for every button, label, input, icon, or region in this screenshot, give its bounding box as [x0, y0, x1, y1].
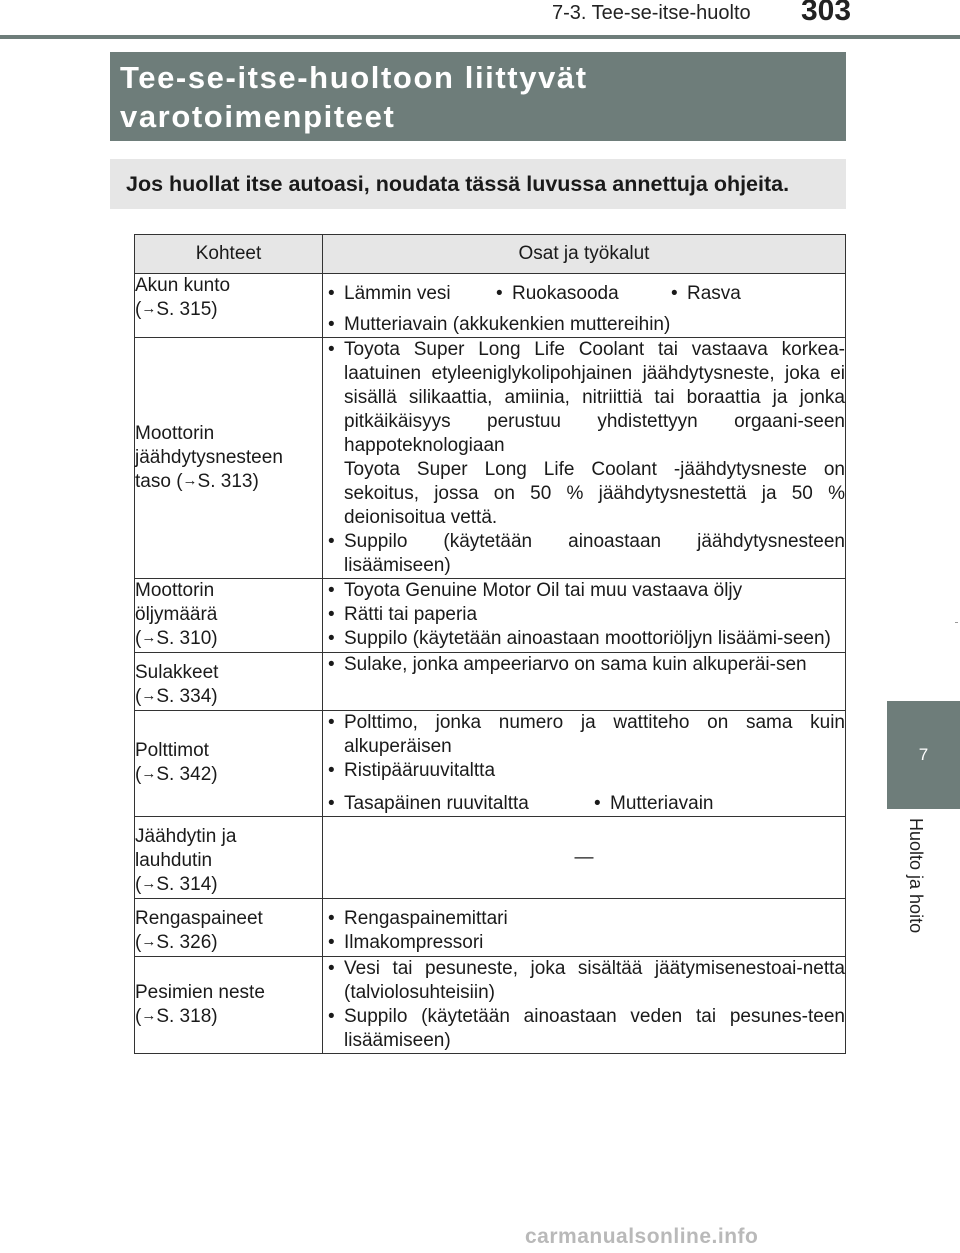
- list-item: • Suppilo (käytetään ainoastaan jäähdytysnesteen lisäämiseen): [323, 530, 845, 578]
- inline-tool-list: [323, 792, 845, 816]
- item-cell: [135, 957, 323, 1054]
- item-name: Moottorin öljymäärä: [135, 580, 218, 625]
- list-item: • Ilmakompressori: [323, 931, 845, 955]
- item-cell: [135, 338, 323, 579]
- list-item: • Toyota Super Long Life Coolant tai vastaava korkea-laatuinen etyleeniglykolipohjainen jäähdytysneste, joka ei sisällä silikaattia, amiinia, nitriittiä tai boraattia ja jonka pitkäikäisyys perustuu yhdistettyyn orgaani-seen happoteknologiaan: [323, 338, 845, 458]
- table-row: [135, 899, 846, 957]
- page-reference[interactable]: (→S. 315): [135, 299, 218, 320]
- arrow-icon: →: [141, 1006, 157, 1024]
- page-reference[interactable]: (→S. 310): [135, 628, 218, 649]
- list-item: • Lämmin vesi: [344, 283, 451, 304]
- list-item: • Mutteriavain (akkukenkien muttereihin): [323, 313, 845, 337]
- table-row: [135, 711, 846, 817]
- site-watermark: carmanualsonline.info: [525, 1225, 759, 1248]
- arrow-icon: →: [141, 875, 157, 892]
- margin-mark: [955, 622, 958, 623]
- item-name: Pesimien neste: [135, 981, 265, 1003]
- tools-cell-empty: [323, 817, 846, 899]
- tools-cell: [323, 338, 846, 579]
- list-item: • Polttimo, jonka numero ja wattiteho on sama kuin alkuperäisen: [323, 711, 845, 759]
- arrow-icon: →: [182, 471, 198, 489]
- item-name: Sulakkeet: [135, 662, 219, 683]
- table-row: [135, 957, 846, 1054]
- item-cell: [135, 711, 323, 817]
- item-cell: [135, 817, 323, 899]
- tools-cell: [323, 579, 846, 653]
- tools-cell: [323, 957, 846, 1054]
- table-row: [135, 817, 846, 899]
- list-item: • Mutteriavain: [589, 792, 714, 816]
- intro-text: Jos huollat itse autoasi, noudata tässä luvussa annettuja ohjeita.: [126, 172, 790, 196]
- column-header-tools: Osat ja työkalut: [323, 235, 846, 274]
- table-row: [135, 653, 846, 711]
- page-reference[interactable]: (→S. 318): [135, 1005, 218, 1027]
- page-reference[interactable]: (→S. 326): [135, 932, 218, 953]
- arrow-icon: →: [141, 629, 157, 646]
- item-name: Rengaspaineet: [135, 908, 263, 929]
- chapter-side-tab: [887, 701, 960, 809]
- page-reference[interactable]: Moottorin jäähdytysnesteen taso (→S. 313): [135, 422, 283, 492]
- arrow-icon: →: [141, 765, 157, 782]
- chapter-title-box: [110, 52, 846, 141]
- column-header-items: Kohteet: [135, 235, 323, 274]
- table-header-row: [135, 235, 846, 274]
- list-item: • Ruokasooda: [491, 282, 666, 306]
- page-number: 303: [801, 0, 852, 27]
- list-item: • Ristipääruuvitaltta: [323, 759, 845, 783]
- item-name: Jäähdytin ja lauhdutin: [135, 826, 237, 871]
- list-item: • Rengaspainemittari: [323, 907, 845, 931]
- table-row: [135, 338, 846, 579]
- tools-cell: [323, 653, 846, 711]
- list-item: • Toyota Genuine Motor Oil tai muu vastaava öljy: [323, 579, 845, 603]
- page-reference[interactable]: (→S. 314): [135, 874, 218, 895]
- list-item: • Suppilo (käytetään ainoastaan veden tai pesunes-teen lisäämiseen): [323, 1005, 845, 1053]
- item-name: Polttimot: [135, 740, 209, 761]
- arrow-icon: →: [141, 933, 157, 950]
- section-title: 7-3. Tee-se-itse-huolto: [552, 2, 751, 24]
- page-reference[interactable]: (→S. 342): [135, 764, 218, 785]
- item-cell: [135, 899, 323, 957]
- empty-dash: —: [574, 846, 594, 868]
- list-item: • Rätti tai paperia: [323, 603, 845, 627]
- item-name: Moottorin jäähdytysnesteen taso (: [135, 422, 283, 492]
- page-reference[interactable]: (→S. 334): [135, 686, 218, 707]
- table-row: [135, 274, 846, 338]
- tools-table: [134, 234, 846, 1054]
- tools-cell: [323, 274, 846, 338]
- list-item: • Sulake, jonka ampeeriarvo on sama kuin alkuperäi-sen: [323, 653, 845, 677]
- list-item: • Tasapäinen ruuvitaltta: [344, 793, 529, 814]
- chapter-title: Tee-se-itse-huoltoon liittyvät varotoimenpiteet: [120, 60, 588, 134]
- item-cell: [135, 653, 323, 711]
- item-cell: [135, 274, 323, 338]
- list-item: • Vesi tai pesuneste, joka sisältää jäätymisenestoai-netta (talviolosuhteisiin): [323, 957, 845, 1005]
- table-row: [135, 579, 846, 653]
- arrow-icon: →: [141, 687, 157, 704]
- inline-tool-list: [323, 282, 845, 306]
- header-rule: [0, 35, 960, 39]
- item-name: Akun kunto: [135, 275, 231, 296]
- chapter-number: 7: [918, 745, 929, 764]
- tools-cell: [323, 711, 846, 817]
- list-item: • Suppilo (käytetään ainoastaan moottoriöljyn lisäämi-seen): [323, 627, 845, 651]
- arrow-icon: →: [141, 300, 157, 317]
- list-item: • Rasva: [666, 282, 741, 306]
- tools-cell: [323, 899, 846, 957]
- list-item-note: Toyota Super Long Life Coolant -jäähdytysneste on sekoitus, jossa on 50 % jäähdytysnestettä ja 50 % deionisoitua vettä.: [344, 459, 845, 528]
- chapter-label: Huolto ja hoito: [906, 818, 926, 934]
- intro-box: [110, 159, 846, 209]
- item-cell: [135, 579, 323, 653]
